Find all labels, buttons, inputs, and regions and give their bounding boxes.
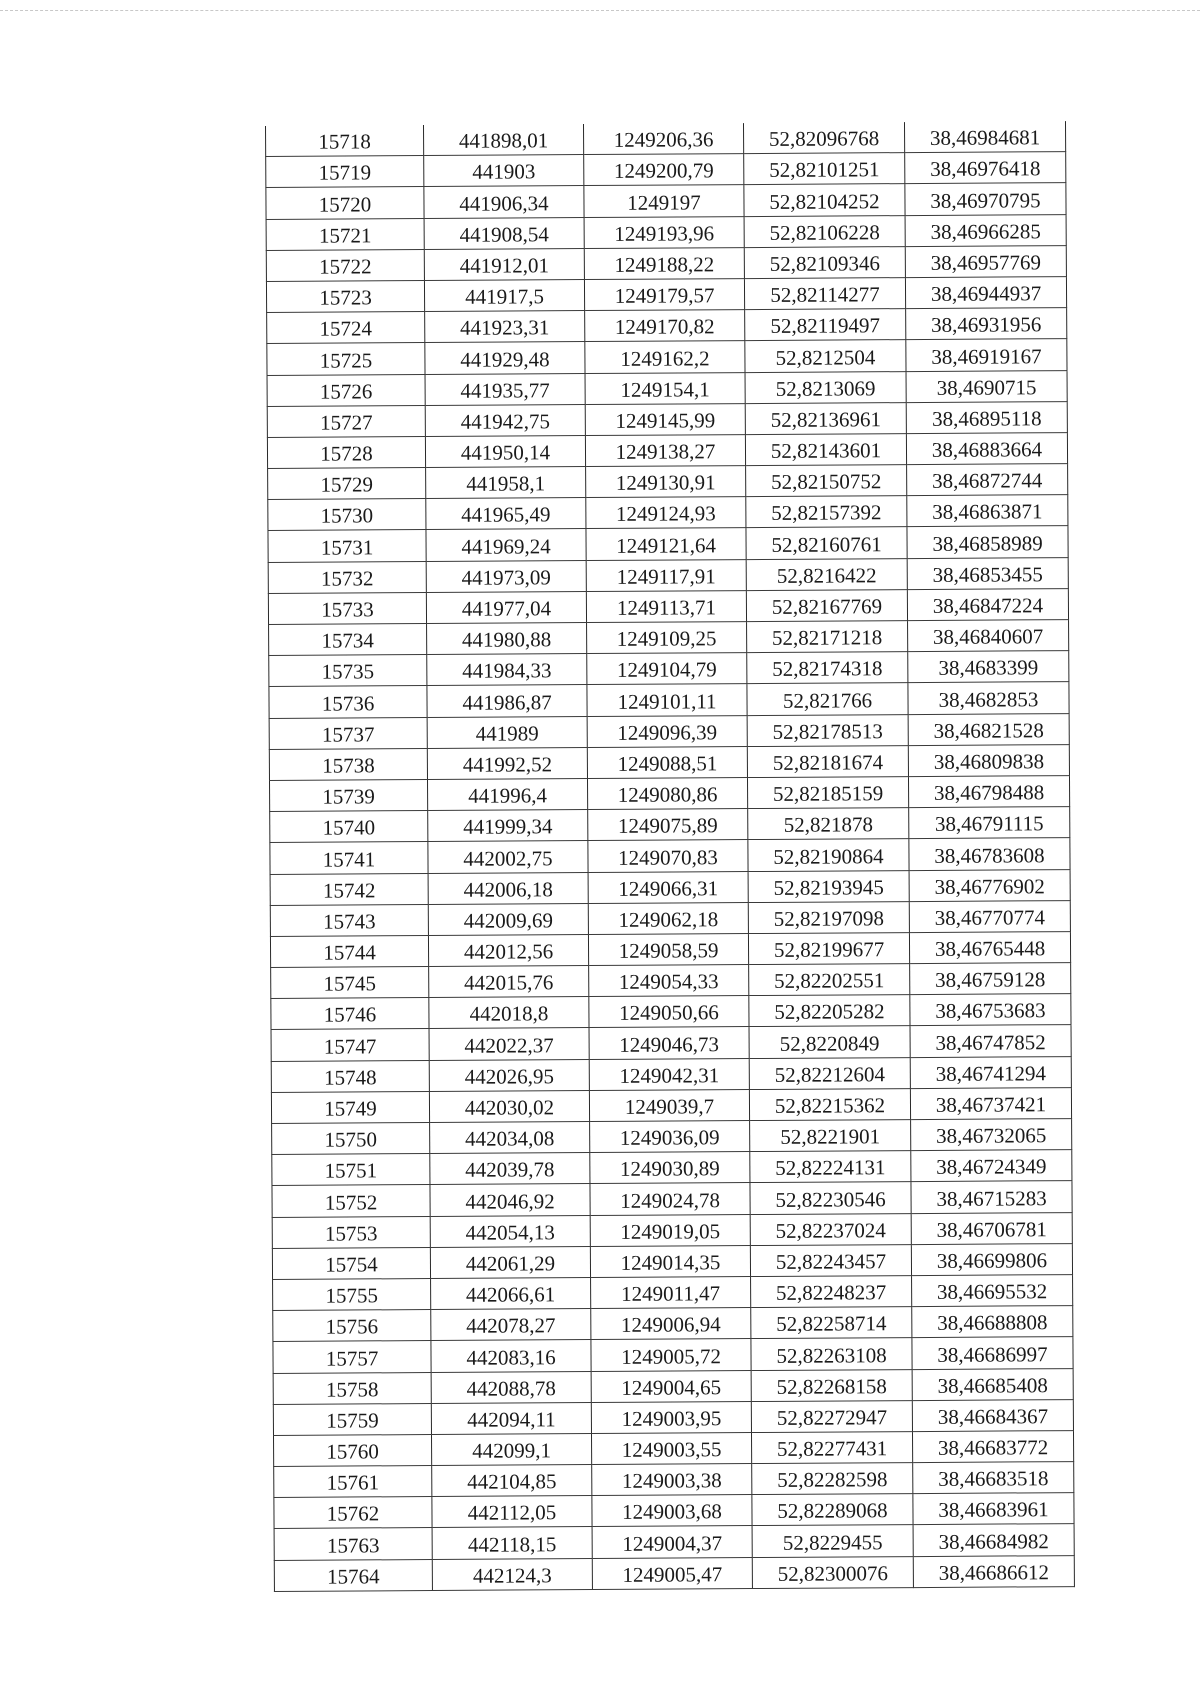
table-row <box>269 776 1069 812</box>
longitude-cell: 38,46685408 <box>912 1368 1073 1400</box>
longitude-cell: 38,46765448 <box>909 931 1070 963</box>
latitude-cell: 52,82109346 <box>744 246 905 278</box>
longitude-cell: 38,46966285 <box>905 214 1066 246</box>
point-number-cell: 15737 <box>269 717 427 749</box>
latitude-cell: 52,82160761 <box>746 527 907 559</box>
x-coordinate-cell: 441929,48 <box>425 342 585 374</box>
table-row <box>273 1368 1073 1404</box>
table-row <box>268 464 1068 500</box>
point-number-cell: 15747 <box>271 1029 429 1061</box>
latitude-cell: 52,82282598 <box>752 1463 913 1495</box>
table-row <box>267 339 1067 375</box>
point-number-cell: 15734 <box>269 624 427 656</box>
y-coordinate-cell: 1249070,83 <box>588 840 748 872</box>
latitude-cell: 52,82202551 <box>749 964 910 996</box>
x-coordinate-cell: 441942,75 <box>425 404 585 436</box>
point-number-cell: 15728 <box>267 436 425 468</box>
latitude-cell: 52,82243457 <box>750 1244 911 1276</box>
coordinates-table-body <box>266 121 1075 1591</box>
y-coordinate-cell: 1249006,94 <box>591 1308 751 1340</box>
y-coordinate-cell: 1249024,78 <box>590 1183 750 1215</box>
y-coordinate-cell: 1249104,79 <box>587 653 747 685</box>
longitude-cell: 38,46883664 <box>906 432 1067 464</box>
y-coordinate-cell: 1249019,05 <box>590 1214 750 1246</box>
scan-edge-line <box>0 10 1200 11</box>
x-coordinate-cell: 442030,02 <box>429 1090 589 1122</box>
longitude-cell: 38,46737421 <box>910 1087 1071 1119</box>
y-coordinate-cell: 1249096,39 <box>587 715 747 747</box>
table-row <box>269 682 1069 718</box>
latitude-cell: 52,82150752 <box>746 465 907 497</box>
y-coordinate-cell: 1249075,89 <box>588 809 748 841</box>
longitude-cell: 38,46970795 <box>905 183 1066 215</box>
y-coordinate-cell: 1249200,79 <box>584 154 744 186</box>
longitude-cell: 38,46895118 <box>906 401 1067 433</box>
y-coordinate-cell: 1249003,68 <box>592 1495 752 1527</box>
table-row <box>272 1212 1072 1248</box>
longitude-cell: 38,46976418 <box>905 152 1066 184</box>
x-coordinate-cell: 442061,29 <box>430 1246 590 1278</box>
longitude-cell: 38,46715283 <box>911 1181 1072 1213</box>
table-row <box>271 1025 1071 1061</box>
table-row <box>273 1399 1073 1435</box>
x-coordinate-cell: 441898,01 <box>423 124 583 156</box>
latitude-cell: 52,82224131 <box>750 1151 911 1183</box>
latitude-cell: 52,82171218 <box>747 621 908 653</box>
x-coordinate-cell: 442018,8 <box>429 997 589 1029</box>
table-row <box>274 1555 1074 1591</box>
longitude-cell: 38,46683961 <box>913 1493 1074 1525</box>
y-coordinate-cell: 1249113,71 <box>586 590 746 622</box>
latitude-cell: 52,82157392 <box>746 496 907 528</box>
longitude-cell: 38,46858989 <box>907 526 1068 558</box>
longitude-cell: 38,46688808 <box>912 1306 1073 1338</box>
x-coordinate-cell: 442118,15 <box>432 1527 592 1559</box>
table-row <box>273 1337 1073 1373</box>
x-coordinate-cell: 441908,54 <box>424 217 584 249</box>
table-row <box>273 1306 1073 1342</box>
x-coordinate-cell: 442066,61 <box>431 1277 591 1309</box>
x-coordinate-cell: 442022,37 <box>429 1028 589 1060</box>
latitude-cell: 52,82277431 <box>751 1431 912 1463</box>
latitude-cell: 52,8212504 <box>745 340 906 372</box>
y-coordinate-cell: 1249058,59 <box>588 933 748 965</box>
y-coordinate-cell: 1249005,72 <box>591 1339 751 1371</box>
latitude-cell: 52,82143601 <box>745 433 906 465</box>
x-coordinate-cell: 441958,1 <box>426 467 586 499</box>
table-row <box>270 931 1070 967</box>
latitude-cell: 52,82205282 <box>749 995 910 1027</box>
longitude-cell: 38,46686997 <box>912 1337 1073 1369</box>
y-coordinate-cell: 1249003,55 <box>591 1432 751 1464</box>
point-number-cell: 15749 <box>271 1091 429 1123</box>
point-number-cell: 15721 <box>266 218 424 250</box>
x-coordinate-cell: 441965,49 <box>426 498 586 530</box>
y-coordinate-cell: 1249014,35 <box>590 1245 750 1277</box>
point-number-cell: 15731 <box>268 530 426 562</box>
longitude-cell: 38,46770774 <box>909 900 1070 932</box>
x-coordinate-cell: 441969,24 <box>426 529 586 561</box>
point-number-cell: 15739 <box>269 779 427 811</box>
y-coordinate-cell: 1249088,51 <box>587 746 747 778</box>
latitude-cell: 52,82237024 <box>750 1213 911 1245</box>
y-coordinate-cell: 1249062,18 <box>588 902 748 934</box>
latitude-cell: 52,82136961 <box>745 402 906 434</box>
table-row <box>268 526 1068 562</box>
x-coordinate-cell: 442083,16 <box>431 1340 591 1372</box>
y-coordinate-cell: 1249188,22 <box>584 247 744 279</box>
point-number-cell: 15762 <box>274 1497 432 1529</box>
latitude-cell: 52,82167769 <box>746 589 907 621</box>
longitude-cell: 38,46776902 <box>909 869 1070 901</box>
point-number-cell: 15751 <box>272 1154 430 1186</box>
x-coordinate-cell: 442009,69 <box>428 903 588 935</box>
latitude-cell: 52,82096768 <box>743 122 904 154</box>
longitude-cell: 38,46840607 <box>908 620 1069 652</box>
point-number-cell: 15763 <box>274 1528 432 1560</box>
x-coordinate-cell: 441950,14 <box>425 435 585 467</box>
x-coordinate-cell: 441923,31 <box>425 311 585 343</box>
longitude-cell: 38,46747852 <box>910 1025 1071 1057</box>
longitude-cell: 38,46872744 <box>907 464 1068 496</box>
table-row <box>266 183 1066 219</box>
point-number-cell: 15726 <box>267 374 425 406</box>
table-row <box>272 1243 1072 1279</box>
latitude-cell: 52,82114277 <box>744 278 905 310</box>
table-row <box>266 277 1066 313</box>
table-row <box>267 401 1067 437</box>
y-coordinate-cell: 1249004,37 <box>592 1526 752 1558</box>
table-row <box>271 1087 1071 1123</box>
point-number-cell: 15733 <box>268 592 426 624</box>
x-coordinate-cell: 441992,52 <box>427 747 587 779</box>
y-coordinate-cell: 1249117,91 <box>586 559 746 591</box>
table-row <box>273 1430 1073 1466</box>
point-number-cell: 15753 <box>272 1216 430 1248</box>
x-coordinate-cell: 442104,85 <box>432 1465 592 1497</box>
point-number-cell: 15744 <box>270 935 428 967</box>
point-number-cell: 15742 <box>270 873 428 905</box>
longitude-cell: 38,46686612 <box>913 1555 1074 1587</box>
latitude-cell: 52,82289068 <box>752 1494 913 1526</box>
point-number-cell: 15745 <box>271 967 429 999</box>
point-number-cell: 15727 <box>267 405 425 437</box>
table-row <box>274 1524 1074 1560</box>
latitude-cell: 52,82197098 <box>748 901 909 933</box>
y-coordinate-cell: 1249124,93 <box>586 497 746 529</box>
y-coordinate-cell: 1249179,57 <box>584 279 744 311</box>
latitude-cell: 52,82193945 <box>748 870 909 902</box>
table-row <box>271 994 1071 1030</box>
table-row <box>267 308 1067 344</box>
coordinates-table <box>265 121 1075 1592</box>
longitude-cell: 38,46863871 <box>907 495 1068 527</box>
latitude-cell: 52,82104252 <box>744 184 905 216</box>
point-number-cell: 15722 <box>266 249 424 281</box>
x-coordinate-cell: 441984,33 <box>427 654 587 686</box>
table-row <box>270 807 1070 843</box>
latitude-cell: 52,82178513 <box>747 714 908 746</box>
y-coordinate-cell: 1249206,36 <box>583 123 743 155</box>
latitude-cell: 52,82230546 <box>750 1182 911 1214</box>
point-number-cell: 15755 <box>273 1278 431 1310</box>
longitude-cell: 38,46783608 <box>909 838 1070 870</box>
latitude-cell: 52,82190864 <box>748 839 909 871</box>
point-number-cell: 15720 <box>266 187 424 219</box>
table-row <box>267 432 1067 468</box>
y-coordinate-cell: 1249145,99 <box>585 403 745 435</box>
table-row <box>270 900 1070 936</box>
point-number-cell: 15724 <box>267 312 425 344</box>
y-coordinate-cell: 1249154,1 <box>585 372 745 404</box>
y-coordinate-cell: 1249005,47 <box>592 1557 752 1589</box>
longitude-cell: 38,4682853 <box>908 682 1069 714</box>
latitude-cell: 52,821878 <box>748 808 909 840</box>
latitude-cell: 52,8216422 <box>746 558 907 590</box>
table-row <box>274 1493 1074 1529</box>
longitude-cell: 38,46741294 <box>910 1056 1071 1088</box>
latitude-cell: 52,8221901 <box>750 1120 911 1152</box>
point-number-cell: 15757 <box>273 1341 431 1373</box>
point-number-cell: 15750 <box>272 1123 430 1155</box>
y-coordinate-cell: 1249011,47 <box>591 1276 751 1308</box>
table-row <box>271 963 1071 999</box>
point-number-cell: 15743 <box>270 904 428 936</box>
point-number-cell: 15723 <box>266 280 424 312</box>
point-number-cell: 15719 <box>266 156 424 188</box>
y-coordinate-cell: 1249162,2 <box>585 341 745 373</box>
latitude-cell: 52,82248237 <box>751 1276 912 1308</box>
longitude-cell: 38,46809838 <box>908 744 1069 776</box>
longitude-cell: 38,46957769 <box>905 245 1066 277</box>
latitude-cell: 52,8220849 <box>749 1026 910 1058</box>
latitude-cell: 52,82199677 <box>748 932 909 964</box>
y-coordinate-cell: 1249066,31 <box>588 871 748 903</box>
table-row <box>266 121 1066 157</box>
x-coordinate-cell: 441912,01 <box>424 248 584 280</box>
x-coordinate-cell: 442002,75 <box>428 841 588 873</box>
latitude-cell: 52,82106228 <box>744 215 905 247</box>
point-number-cell: 15740 <box>270 811 428 843</box>
x-coordinate-cell: 442046,92 <box>430 1184 590 1216</box>
latitude-cell: 52,82215362 <box>749 1088 910 1120</box>
table-row <box>269 713 1069 749</box>
y-coordinate-cell: 1249193,96 <box>584 216 744 248</box>
point-number-cell: 15748 <box>271 1060 429 1092</box>
point-number-cell: 15732 <box>268 561 426 593</box>
x-coordinate-cell: 441935,77 <box>425 373 585 405</box>
latitude-cell: 52,82119497 <box>745 309 906 341</box>
longitude-cell: 38,4690715 <box>906 370 1067 402</box>
longitude-cell: 38,46984681 <box>904 121 1065 153</box>
longitude-cell: 38,46724349 <box>911 1150 1072 1182</box>
longitude-cell: 38,46821528 <box>908 713 1069 745</box>
table-row <box>271 1056 1071 1092</box>
table-row <box>266 152 1066 188</box>
table-row <box>269 620 1069 656</box>
longitude-cell: 38,46732065 <box>911 1119 1072 1151</box>
table-row <box>268 495 1068 531</box>
point-number-cell: 15761 <box>274 1466 432 1498</box>
point-number-cell: 15746 <box>271 998 429 1030</box>
point-number-cell: 15729 <box>268 468 426 500</box>
y-coordinate-cell: 1249050,66 <box>589 996 749 1028</box>
latitude-cell: 52,82272947 <box>751 1400 912 1432</box>
x-coordinate-cell: 442015,76 <box>429 966 589 998</box>
y-coordinate-cell: 1249003,95 <box>591 1401 751 1433</box>
x-coordinate-cell: 442094,11 <box>431 1402 591 1434</box>
latitude-cell: 52,82185159 <box>747 777 908 809</box>
x-coordinate-cell: 441973,09 <box>426 560 586 592</box>
point-number-cell: 15754 <box>272 1247 430 1279</box>
table-row <box>272 1150 1072 1186</box>
point-number-cell: 15760 <box>273 1434 431 1466</box>
longitude-cell: 38,46759128 <box>910 963 1071 995</box>
y-coordinate-cell: 1249036,09 <box>590 1121 750 1153</box>
y-coordinate-cell: 1249054,33 <box>589 965 749 997</box>
table-row <box>272 1119 1072 1155</box>
x-coordinate-cell: 442012,56 <box>428 934 588 966</box>
y-coordinate-cell: 1249042,31 <box>589 1058 749 1090</box>
point-number-cell: 15718 <box>266 125 424 157</box>
x-coordinate-cell: 441980,88 <box>427 623 587 655</box>
y-coordinate-cell: 1249030,89 <box>590 1152 750 1184</box>
y-coordinate-cell: 1249170,82 <box>585 310 745 342</box>
latitude-cell: 52,8213069 <box>745 371 906 403</box>
table-row <box>269 744 1069 780</box>
longitude-cell: 38,46706781 <box>911 1212 1072 1244</box>
table-row <box>266 245 1066 281</box>
document-page <box>265 126 1065 1592</box>
x-coordinate-cell: 441977,04 <box>426 591 586 623</box>
x-coordinate-cell: 441906,34 <box>424 186 584 218</box>
latitude-cell: 52,82263108 <box>751 1338 912 1370</box>
longitude-cell: 38,46684367 <box>912 1399 1073 1431</box>
longitude-cell: 38,46919167 <box>906 339 1067 371</box>
y-coordinate-cell: 1249080,86 <box>587 778 747 810</box>
point-number-cell: 15752 <box>272 1185 430 1217</box>
y-coordinate-cell: 1249109,25 <box>587 622 747 654</box>
longitude-cell: 38,46684982 <box>913 1524 1074 1556</box>
x-coordinate-cell: 441989 <box>427 716 587 748</box>
longitude-cell: 38,46798488 <box>908 776 1069 808</box>
x-coordinate-cell: 442078,27 <box>431 1309 591 1341</box>
latitude-cell: 52,82300076 <box>752 1556 913 1588</box>
longitude-cell: 38,46853455 <box>907 557 1068 589</box>
table-row <box>268 588 1068 624</box>
y-coordinate-cell: 1249197 <box>584 185 744 217</box>
latitude-cell: 52,82212604 <box>749 1057 910 1089</box>
x-coordinate-cell: 442006,18 <box>428 872 588 904</box>
latitude-cell: 52,82181674 <box>747 745 908 777</box>
y-coordinate-cell: 1249039,7 <box>589 1089 749 1121</box>
x-coordinate-cell: 441986,87 <box>427 685 587 717</box>
table-row <box>266 214 1066 250</box>
latitude-cell: 52,821766 <box>747 683 908 715</box>
longitude-cell: 38,46699806 <box>911 1243 1072 1275</box>
x-coordinate-cell: 442039,78 <box>430 1153 590 1185</box>
point-number-cell: 15741 <box>270 842 428 874</box>
table-row <box>267 370 1067 406</box>
longitude-cell: 38,46695532 <box>912 1275 1073 1307</box>
point-number-cell: 15764 <box>274 1559 432 1591</box>
x-coordinate-cell: 441917,5 <box>424 279 584 311</box>
y-coordinate-cell: 1249004,65 <box>591 1370 751 1402</box>
table-row <box>270 869 1070 905</box>
y-coordinate-cell: 1249101,11 <box>587 684 747 716</box>
longitude-cell: 38,46847224 <box>907 588 1068 620</box>
y-coordinate-cell: 1249003,38 <box>592 1464 752 1496</box>
table-row <box>268 557 1068 593</box>
longitude-cell: 38,46683772 <box>912 1430 1073 1462</box>
x-coordinate-cell: 442124,3 <box>432 1558 592 1590</box>
latitude-cell: 52,82258714 <box>751 1307 912 1339</box>
point-number-cell: 15759 <box>273 1403 431 1435</box>
x-coordinate-cell: 442026,95 <box>429 1059 589 1091</box>
x-coordinate-cell: 442112,05 <box>432 1496 592 1528</box>
longitude-cell: 38,46931956 <box>906 308 1067 340</box>
table-row <box>270 838 1070 874</box>
point-number-cell: 15730 <box>268 499 426 531</box>
y-coordinate-cell: 1249046,73 <box>589 1027 749 1059</box>
point-number-cell: 15738 <box>269 748 427 780</box>
table-row <box>272 1181 1072 1217</box>
y-coordinate-cell: 1249121,64 <box>586 528 746 560</box>
longitude-cell: 38,46683518 <box>913 1462 1074 1494</box>
x-coordinate-cell: 442034,08 <box>430 1122 590 1154</box>
x-coordinate-cell: 442054,13 <box>430 1215 590 1247</box>
latitude-cell: 52,82174318 <box>747 652 908 684</box>
longitude-cell: 38,46944937 <box>905 277 1066 309</box>
y-coordinate-cell: 1249130,91 <box>586 466 746 498</box>
x-coordinate-cell: 441996,4 <box>427 778 587 810</box>
latitude-cell: 52,8229455 <box>752 1525 913 1557</box>
point-number-cell: 15756 <box>273 1310 431 1342</box>
table-row <box>273 1275 1073 1311</box>
x-coordinate-cell: 441999,34 <box>428 810 588 842</box>
table-row <box>274 1462 1074 1498</box>
longitude-cell: 38,46791115 <box>909 807 1070 839</box>
x-coordinate-cell: 442088,78 <box>431 1371 591 1403</box>
latitude-cell: 52,82268158 <box>751 1369 912 1401</box>
point-number-cell: 15735 <box>269 655 427 687</box>
x-coordinate-cell: 441903 <box>424 155 584 187</box>
longitude-cell: 38,46753683 <box>910 994 1071 1026</box>
point-number-cell: 15758 <box>273 1372 431 1404</box>
point-number-cell: 15725 <box>267 343 425 375</box>
longitude-cell: 38,4683399 <box>908 651 1069 683</box>
point-number-cell: 15736 <box>269 686 427 718</box>
x-coordinate-cell: 442099,1 <box>431 1433 591 1465</box>
table-row <box>269 651 1069 687</box>
y-coordinate-cell: 1249138,27 <box>585 434 745 466</box>
latitude-cell: 52,82101251 <box>744 153 905 185</box>
